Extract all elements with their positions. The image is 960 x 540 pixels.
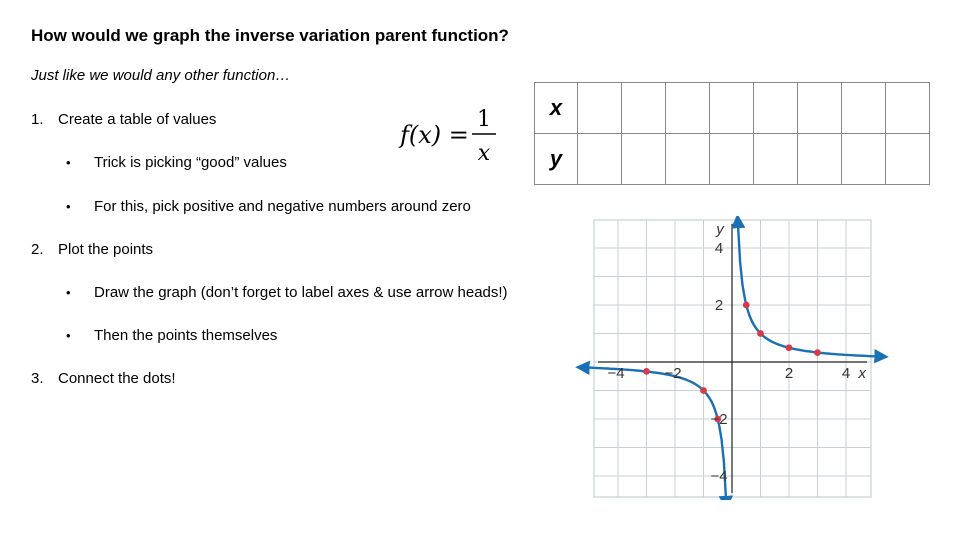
step-2-text: Plot the points (58, 241, 154, 258)
bullet-1-symbol: • (66, 155, 71, 170)
bullet-3-symbol: • (66, 285, 71, 300)
table-header-y: y (535, 134, 578, 185)
x-tick-label: 2 (784, 365, 794, 382)
table-header-x: x (535, 83, 578, 134)
page-subtitle: Just like we would any other function… (31, 67, 291, 84)
y-tick-label: −4 (710, 468, 728, 485)
bullet-4-symbol: • (66, 328, 71, 343)
inverse-variation-graph (566, 216, 896, 500)
y-tick-label: 4 (714, 240, 724, 257)
x-axis-label: x (858, 365, 866, 382)
table-row-x (535, 83, 930, 134)
table-row-y (535, 134, 930, 185)
page-title: How would we graph the inverse variation parent function? (31, 26, 509, 45)
table-cell[interactable] (578, 134, 622, 185)
y-tick-label: 2 (714, 297, 724, 314)
table-cell[interactable] (622, 83, 666, 134)
table-cell[interactable] (886, 134, 930, 185)
table-cell[interactable] (710, 134, 754, 185)
table-cell[interactable] (666, 83, 710, 134)
y-tick-label: −2 (710, 411, 728, 428)
step-3-text: Connect the dots! (58, 370, 176, 387)
table-cell[interactable] (622, 134, 666, 185)
table-cell[interactable] (798, 134, 842, 185)
table-cell[interactable] (710, 83, 754, 134)
step-1-text: Create a table of values (58, 111, 217, 128)
data-point (757, 330, 764, 337)
step-3-number: 3. (31, 370, 44, 387)
step-1-number: 1. (31, 111, 44, 128)
table-cell[interactable] (842, 134, 886, 185)
formula (398, 100, 518, 170)
axes (598, 224, 867, 493)
data-point (814, 349, 821, 356)
bullet-4-text: Then the points themselves (94, 327, 278, 344)
data-point (700, 387, 707, 394)
x-tick-label: −4 (607, 365, 625, 382)
table-cell[interactable] (754, 83, 798, 134)
table-cell[interactable] (754, 134, 798, 185)
bullet-2-symbol: • (66, 199, 71, 214)
bullet-3-text: Draw the graph (don’t forget to label axes & use arrow heads!) (94, 284, 508, 301)
y-axis-label: y (716, 221, 724, 239)
bullet-2-text: For this, pick positive and negative numbers around zero (94, 198, 471, 215)
data-point (786, 344, 793, 351)
table-cell[interactable] (842, 83, 886, 134)
data-point (743, 302, 750, 309)
table-cell[interactable] (578, 83, 622, 134)
table-cell[interactable] (886, 83, 930, 134)
bullet-1-text: Trick is picking “good” values (94, 154, 287, 171)
formula-denominator: x (477, 141, 491, 166)
x-tick-label: 4 (841, 365, 851, 382)
table-cell[interactable] (666, 134, 710, 185)
data-point (643, 368, 650, 375)
x-tick-label: −2 (664, 365, 682, 382)
formula-lhs: f(x) = (400, 121, 469, 149)
values-table (534, 82, 930, 185)
step-2-number: 2. (31, 241, 44, 258)
formula-numerator: 1 (477, 107, 491, 132)
table-cell[interactable] (798, 83, 842, 134)
